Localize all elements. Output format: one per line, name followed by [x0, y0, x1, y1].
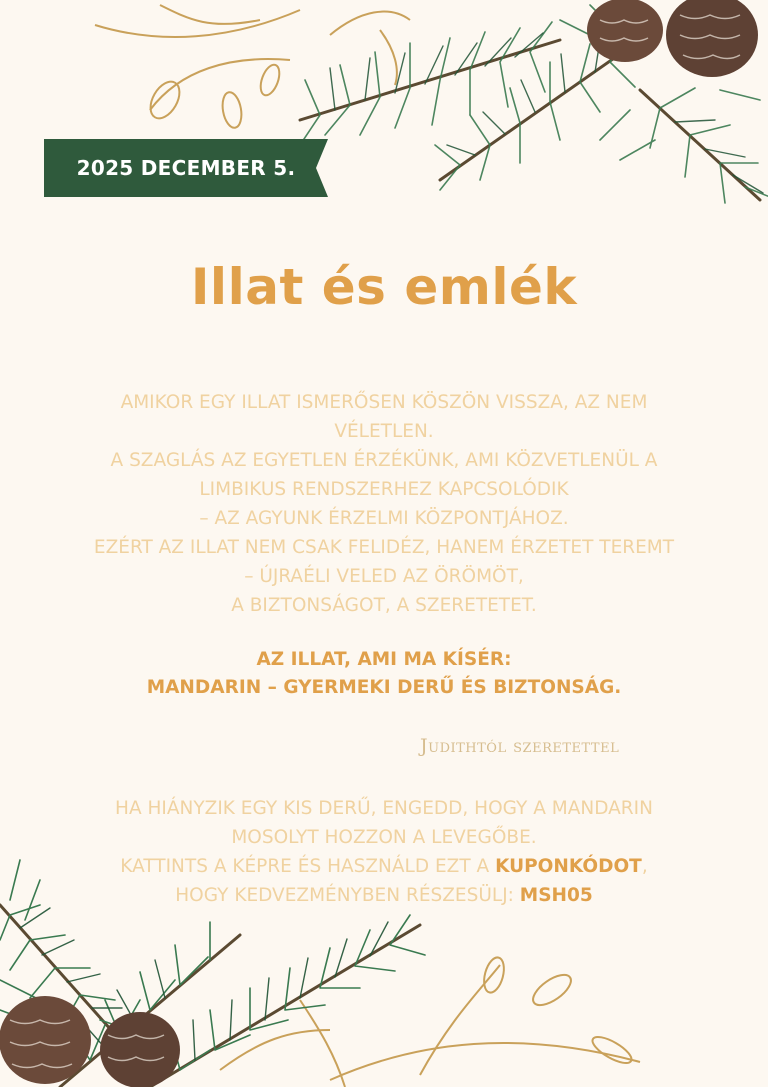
body-line: EZÉRT AZ ILLAT NEM CSAK FELIDÉZ, HANEM ÉRZETET TEREMT	[93, 537, 675, 558]
body-line: – ÚJRAÉLI VELED AZ ÖRÖMÖT,	[244, 566, 524, 587]
body-line: A BIZTONSÁGOT, A SZERETETET.	[231, 595, 537, 616]
pine-cones-top-right	[587, 0, 758, 77]
signature: Judithtól szeretettel	[420, 735, 620, 757]
page-title: Illat és emlék	[190, 258, 578, 316]
coupon-label: KUPONKÓDOT	[495, 856, 642, 877]
cta-text: ,	[641, 856, 648, 877]
body-line: VÉLETLEN.	[334, 421, 434, 442]
cta-text: KATTINTS A KÉPRE ÉS HASZNÁLD EZT A	[120, 856, 496, 877]
highlight-line: MANDARIN – GYERMEKI DERŰ ÉS BIZTONSÁG.	[146, 677, 622, 698]
body-line: LIMBIKUS RENDSZERHEZ KAPCSOLÓDIK	[199, 479, 569, 500]
body-line: – AZ AGYUNK ÉRZELMI KÖZPONTJÁHOZ.	[199, 508, 569, 529]
cta-line: HA HIÁNYZIK EGY KIS DERŰ, ENGEDD, HOGY A MANDARIN	[115, 798, 653, 819]
highlight-line: AZ ILLAT, AMI MA KÍSÉR:	[256, 649, 512, 670]
pine-branch-top-right	[300, 40, 760, 200]
scent-highlight	[40, 646, 728, 702]
cta-line	[40, 881, 728, 910]
cta-line: MOSOLYT HOZZON A LEVEGŐBE.	[231, 827, 537, 848]
date-banner-text: 2025 DECEMBER 5.	[76, 156, 296, 180]
gold-leaf-sprig-bottom	[220, 955, 640, 1087]
body-line: AMIKOR EGY ILLAT ISMERŐSEN KÖSZÖN VISSZA, AZ NEM	[120, 392, 648, 413]
gold-leaf-sprig-top	[95, 5, 410, 129]
cta-line	[40, 852, 728, 881]
pine-cones-bottom-left	[0, 996, 180, 1087]
body-line: A SZAGLÁS AZ EGYETLEN ÉRZÉKÜNK, AMI KÖZVETLENÜL A	[110, 450, 658, 471]
date-banner	[44, 139, 328, 197]
cta-text: HOGY KEDVEZMÉNYBEN RÉSZESÜLJ:	[175, 885, 520, 906]
body-paragraph	[40, 388, 728, 620]
call-to-action[interactable]	[40, 794, 728, 910]
coupon-code[interactable]: MSH05	[519, 885, 593, 906]
